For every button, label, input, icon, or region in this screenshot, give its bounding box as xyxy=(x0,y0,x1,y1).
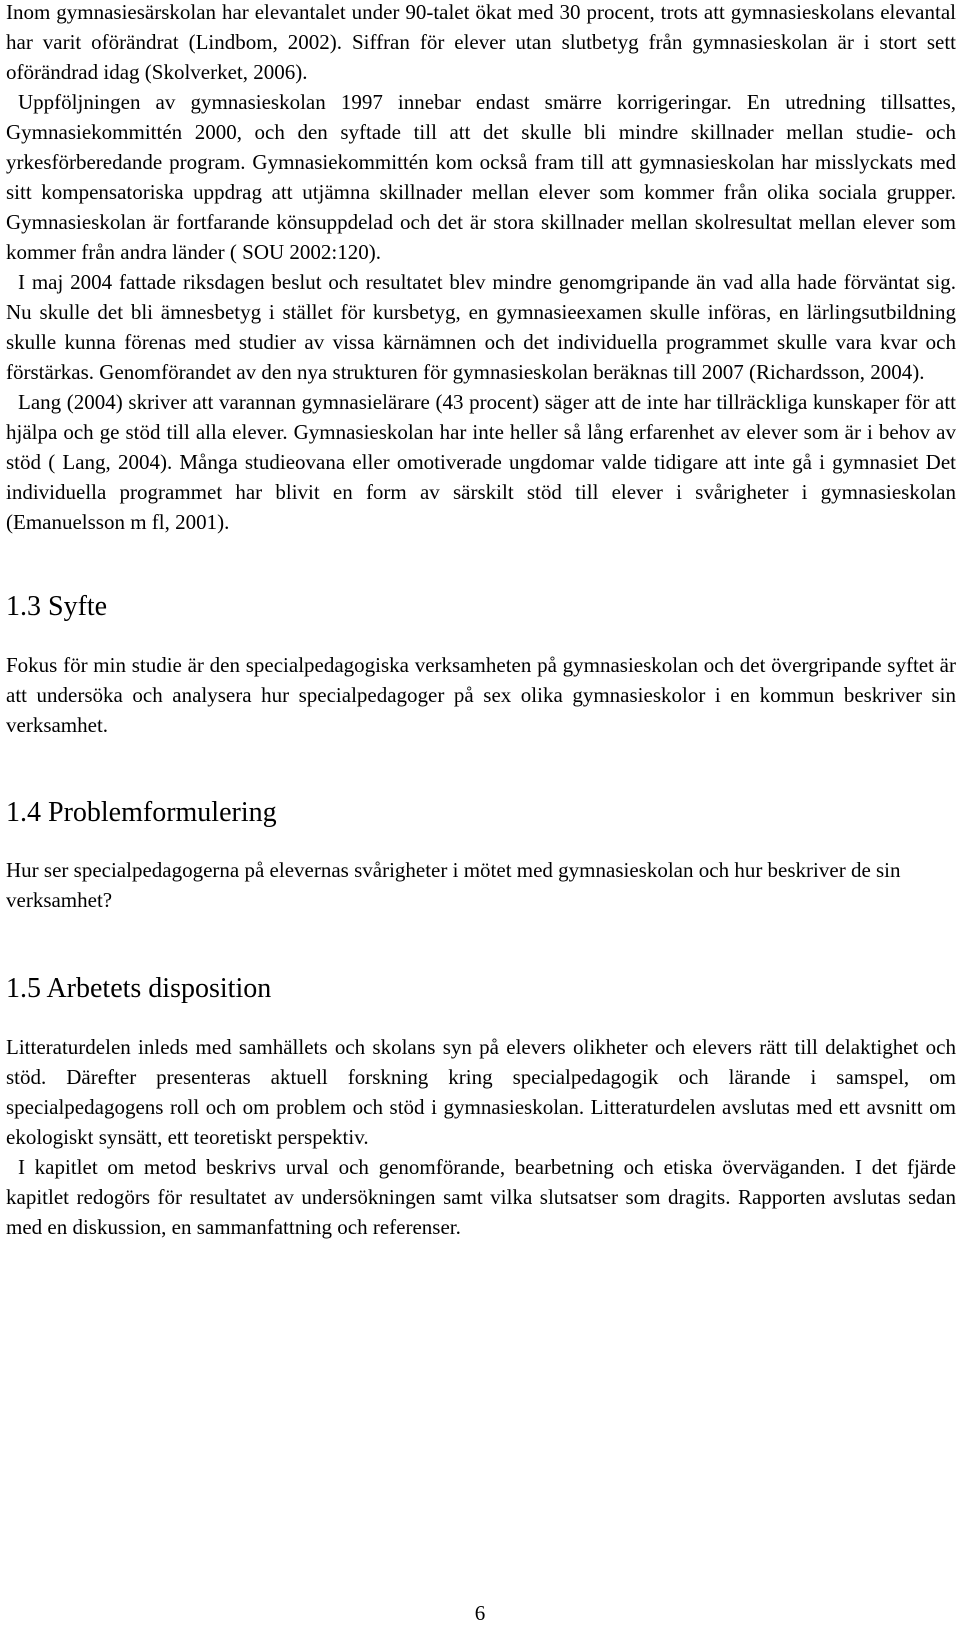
section-heading-problemformulering: 1.4 Problemformulering xyxy=(6,797,277,828)
paragraph-gymnasiesarskolan: Inom gymnasiesärskolan har elevantalet under 90-talet ökat med 30 procent, trots att gymnasieskolans elevantal har varit oförändrat (Lindbom, 2002). Siffran för elever utan slutbetyg från gymnasieskolan är i stort sett oförändrad idag (Skolverket, 2006). xyxy=(6,0,956,84)
paragraph-disposition-litteraturdelen: Litteraturdelen inleds med samhällets och skolans syn på elevers olikheter och elevers rätt till delaktighet och stöd. Därefter presenteras aktuell forskning kring specialpedagogik och lärande i samspel, om specialpedagogens roll och om problem och stöd i gymnasieskolan. Litteraturdelen avslutas med ett avsnitt om ekologiskt synsätt, ett teoretiskt perspektiv. xyxy=(6,1035,956,1149)
section-heading-syfte: 1.3 Syfte xyxy=(6,591,108,622)
paragraph-lang-2004: Lang (2004) skriver att varannan gymnasielärare (43 procent) säger att de inte har tillräckliga kunskaper för att hjälpa och ge stöd till alla elever. Gymnasieskolan har inte heller så lång erfarenhet av elever som är i behov av stöd ( Lang, 2004). Många studieovana eller omotiverade ungdomar valde tidigare att inte gå i gymnasiet Det individuella programmet har blivit en form av särskilt stöd till elever i svårigheter i gymnasieskolan (Emanuelsson m fl, 2001). xyxy=(6,390,956,534)
page-number: 6 xyxy=(474,1601,486,1625)
document-page xyxy=(6,0,956,1242)
paragraph-riksdagen-beslut: I maj 2004 fattade riksdagen beslut och resultatet blev mindre genomgripande än vad alla hade förväntat sig. Nu skulle det bli ämnesbetyg i stället för kursbetyg, en gymnasieexamen skulle införas, en lärlingsutbildning skulle kunna förenas med studier av vissa kärnämnen och det individuella programmet skulle vara kvar och förstärkas. Genomförandet av den nya strukturen för gymnasieskolan beräknas till 2007 (Richardsson, 2004). xyxy=(6,270,956,384)
paragraph-syfte: Fokus för min studie är den specialpedagogiska verksamheten på gymnasieskolan och det övergripande syftet är att undersöka och analysera hur specialpedagoger på sex olika gymnasieskolor i en kommun beskriver sin verksamhet. xyxy=(6,653,956,737)
section-heading-disposition: 1.5 Arbetets disposition xyxy=(6,973,272,1004)
paragraph-uppfoljningen: Uppföljningen av gymnasieskolan 1997 innebar endast smärre korrigeringar. En utredning tillsattes, Gymnasiekommittén 2000, och den syftade till att det skulle bli mindre skillnader mellan studie- och yrkesförberedande program. Gymnasiekommittén kom också fram till att gymnasieskolan har misslyckats med sitt kompensatoriska uppdrag att utjämna skillnader mellan elever som kommer från olika sociala grupper. Gymnasieskolan är fortfarande könsuppdelad och det är stora skillnader mellan skolresultat mellan elever som kommer från andra länder ( SOU 2002:120). xyxy=(6,90,956,264)
paragraph-problemformulering: Hur ser specialpedagogerna på elevernas svårigheter i mötet med gymnasieskolan och hur beskriver de sin verksamhet? xyxy=(6,858,901,912)
paragraph-disposition-metod: I kapitlet om metod beskrivs urval och genomförande, bearbetning och etiska överväganden. I det fjärde kapitlet redogörs för resultatet av undersökningen samt vilka slutsatser som dragits. Rapporten avslutas sedan med en diskussion, en sammanfattning och referenser. xyxy=(6,1155,956,1239)
